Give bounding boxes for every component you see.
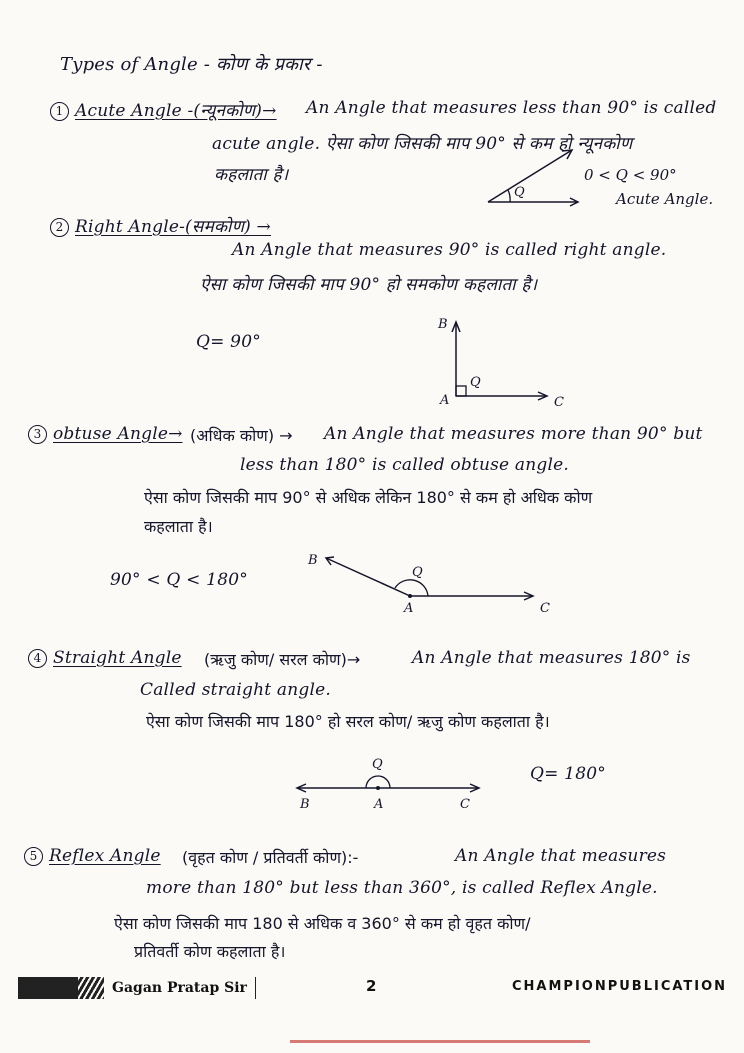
section-2-line-2: ऐसा कोण जिसकी माप 90° हो समकोण कहलाता है। bbox=[200, 275, 538, 295]
section-5-line-1: An Angle that measures bbox=[455, 846, 667, 866]
acute-angle-figure bbox=[480, 140, 714, 215]
obtuse-angle-left-ray bbox=[326, 558, 410, 596]
acute-angle-caption: Acute Angle. bbox=[616, 190, 714, 208]
page-heading: Types of Angle - कोण के प्रकार - bbox=[60, 54, 323, 75]
footer-stripes bbox=[78, 977, 104, 999]
section-3-line-3: ऐसा कोण जिसकी माप 90° से अधिक लेकिन 180° से कम हो अधिक कोण bbox=[144, 488, 593, 507]
section-1-line-1: An Angle that measures less than 90° is called bbox=[306, 98, 717, 118]
acute-angle-label: Q bbox=[514, 185, 525, 200]
page-number: 2 bbox=[366, 977, 377, 995]
straight-angle-point-b: B bbox=[300, 797, 310, 812]
acute-angle-arc bbox=[508, 190, 510, 202]
section-3-title-hindi: (अधिक कोण) → bbox=[190, 426, 293, 445]
section-2-line-1: An Angle that measures 90° is called right angle. bbox=[232, 240, 667, 260]
straight-angle-vertex bbox=[376, 786, 380, 790]
section-title-text: Right Angle-(समकोण) → bbox=[75, 217, 271, 237]
right-angle-point-c: C bbox=[554, 395, 564, 410]
section-4-line-1: An Angle that measures 180° is bbox=[412, 648, 691, 668]
section-4-title-hindi: (ऋजु कोण/ सरल कोण)→ bbox=[204, 650, 361, 669]
section-1-title bbox=[50, 98, 277, 121]
section-4-title bbox=[28, 648, 182, 668]
section-3-line-2: less than 180° is called obtuse angle. bbox=[240, 455, 569, 475]
straight-angle-label: Q bbox=[372, 757, 383, 772]
section-1-line-2: acute angle. ऐसा कोण जिसकी माप 90° से कम हो न्यूनकोण bbox=[212, 134, 633, 154]
section-3-line-4: कहलाता है। bbox=[144, 517, 213, 536]
section-number: 3 bbox=[28, 425, 47, 444]
section-title-text: Straight Angle bbox=[53, 648, 182, 668]
section-title-text: Reflex Angle bbox=[49, 846, 161, 866]
section-1-line-3: कहलाता है। bbox=[214, 165, 289, 185]
section-number: 1 bbox=[50, 102, 69, 121]
section-title-text: obtuse Angle→ bbox=[53, 424, 183, 444]
footer-author: Gagan Pratap Sir bbox=[104, 977, 255, 999]
obtuse-angle-arc bbox=[395, 580, 428, 596]
straight-angle-condition: Q= 180° bbox=[530, 764, 606, 784]
section-number: 5 bbox=[24, 847, 43, 866]
obtuse-angle-point-c: C bbox=[540, 601, 550, 616]
section-title-text: Acute Angle -(न्यूनकोण)→ bbox=[75, 101, 277, 121]
right-angle-point-a: A bbox=[440, 393, 450, 408]
straight-angle-figure bbox=[290, 752, 500, 812]
section-5-title bbox=[24, 846, 161, 866]
section-4-line-3: ऐसा कोण जिसकी माप 180° हो सरल कोण/ ऋजु कोण कहलाता है। bbox=[146, 712, 550, 731]
section-3-title bbox=[28, 424, 183, 444]
section-number: 4 bbox=[28, 649, 47, 668]
section-5-line-4: प्रतिवर्ती कोण कहलाता है। bbox=[134, 942, 286, 961]
section-2-title bbox=[50, 214, 271, 237]
right-angle-figure bbox=[430, 312, 590, 412]
obtuse-angle-vertex bbox=[408, 594, 412, 598]
straight-angle-point-a: A bbox=[374, 797, 384, 812]
page-footer bbox=[0, 972, 744, 1002]
section-5-line-3: ऐसा कोण जिसकी माप 180 से अधिक व 360° से कम हो वृहत कोण/ bbox=[114, 914, 531, 933]
obtuse-angle-figure bbox=[300, 548, 570, 618]
section-5-title-hindi: (वृहत कोण / प्रतिवर्ती कोण):- bbox=[182, 848, 359, 867]
right-angle-label: Q bbox=[470, 375, 481, 390]
acute-angle-condition: 0 < Q < 90° bbox=[584, 166, 677, 184]
right-angle-point-b: B bbox=[438, 317, 448, 332]
section-5-line-2: more than 180° but less than 360°, is called Reflex Angle. bbox=[146, 878, 658, 898]
publisher-logo: CHAMPIONPUBLICATION bbox=[512, 979, 728, 994]
straight-angle-point-c: C bbox=[460, 797, 470, 812]
section-4-line-2: Called straight angle. bbox=[140, 680, 331, 700]
right-angle-condition: Q= 90° bbox=[196, 332, 261, 352]
obtuse-angle-label: Q bbox=[412, 565, 423, 580]
section-3-line-1: An Angle that measures more than 90° but bbox=[324, 424, 703, 444]
right-angle-marker bbox=[456, 386, 466, 396]
acute-angle-upper-ray bbox=[488, 150, 572, 202]
obtuse-angle-condition: 90° < Q < 180° bbox=[110, 570, 248, 590]
obtuse-angle-point-b: B bbox=[308, 553, 318, 568]
section-number: 2 bbox=[50, 218, 69, 237]
page-edge-line bbox=[290, 1040, 590, 1043]
obtuse-angle-point-a: A bbox=[404, 601, 414, 616]
